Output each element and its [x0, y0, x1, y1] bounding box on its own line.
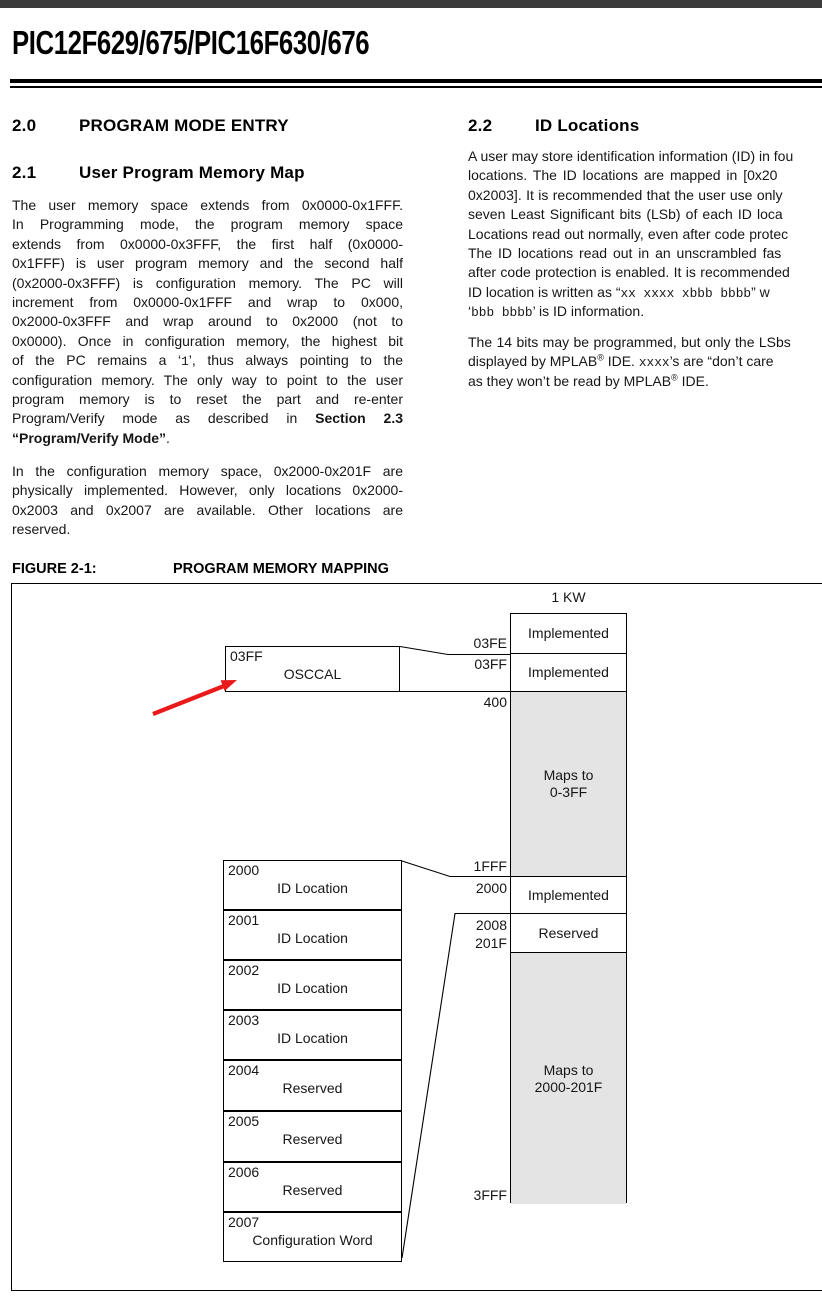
memory-box-2003: 2003 ID Location — [223, 1010, 402, 1060]
text-line: increment from 0x0000-0x1FFF and wrap to 0x000, — [12, 293, 403, 310]
text-line: Locations read out normally, even after code protec — [468, 225, 789, 242]
address-label-03ff: 03FF — [474, 656, 507, 672]
text-line: of the PC remains a ‘1’, thus always pointing to the — [12, 352, 403, 370]
section-heading: 2.1 User Program Memory Map — [12, 163, 305, 182]
memory-region-reserved: Reserved — [511, 914, 626, 953]
memory-region-implemented: Implemented — [511, 614, 626, 654]
text-line: reserved. — [12, 521, 71, 538]
memory-box-2005: 2005 Reserved — [223, 1111, 402, 1162]
figure-top-label: 1 KW — [551, 589, 586, 605]
text-line: 0x0000). Once in configuration memory, the highest bit — [12, 332, 403, 349]
page-title: PIC12F629/675/PIC16F630/676 — [12, 24, 370, 61]
text-line: The ID locations read out in an unscrambled fas — [468, 244, 782, 261]
page-top-bar — [0, 0, 822, 8]
paragraph — [468, 147, 822, 322]
text-line: physically implemented. However, only locations 0x2000- — [12, 482, 403, 499]
text-line: 0x2003]. It is recommended that the user use only — [468, 186, 783, 203]
text-line: “Program/Verify Mode”. — [12, 429, 170, 446]
text-line: 0x2000-0x3FFF and wrap around to 0x2000 (not to — [12, 313, 403, 330]
address-label-03fe: 03FE — [473, 635, 507, 651]
address-label-2008: 2008 — [475, 917, 507, 933]
text-line: A user may store identification information (ID) in fou — [468, 148, 794, 164]
text-line: program memory is to reset the part and re-enter — [12, 390, 403, 407]
text-line: ‘bbb bbbb’ is ID information. — [468, 303, 645, 321]
text-line: 0x2003 and 0x2007 are available. Other locations are — [12, 501, 403, 518]
header-rule-thick — [10, 79, 822, 83]
memory-region-maps-to: Maps to 0-3FF — [511, 692, 626, 877]
header-rule-thin — [10, 86, 822, 88]
text-line: extends from 0x0000-0x3FFF, the first half (0x0000- — [12, 235, 403, 252]
text-line: The 14 bits may be programmed, but only the LSbs — [468, 334, 791, 350]
text-line: seven Least Significant bits (LSb) of each ID loca — [468, 206, 783, 223]
memory-region-maps-to: Maps to 2000-201F — [511, 953, 626, 1204]
memory-box-03ff: 03FF OSCCAL — [225, 646, 400, 692]
address-label-2000: 2000 — [475, 880, 507, 896]
text-line: displayed by MPLAB® IDE. xxxx’s are “don’t care — [468, 352, 774, 371]
memory-box-2002: 2002 ID Location — [223, 960, 402, 1010]
section-heading: 2.0 PROGRAM MODE ENTRY — [12, 116, 289, 135]
text-line: after code protection is enabled. It is recommended — [468, 264, 790, 281]
figure-caption-title: PROGRAM MEMORY MAPPING — [173, 561, 389, 577]
section-heading: 2.2 ID Locations — [468, 116, 640, 135]
paragraph — [12, 462, 403, 540]
memory-region-implemented: Implemented — [511, 654, 626, 692]
paragraph — [12, 196, 403, 448]
memory-box-2007: 2007 Configuration Word — [223, 1212, 402, 1262]
address-label-400: 400 — [483, 694, 507, 710]
figure-caption-label: FIGURE 2-1: — [12, 561, 97, 577]
address-label-1fff: 1FFF — [473, 858, 507, 874]
text-line: 0x1FFF) is user program memory and the second half — [12, 255, 403, 272]
address-label-3fff: 3FFF — [473, 1187, 507, 1203]
text-line: ID location is written as “xx xxxx xbbb bbbb” w — [468, 283, 770, 301]
memory-box-2004: 2004 Reserved — [223, 1060, 402, 1111]
text-line: The user memory space extends from 0x0000-0x1FFF. — [12, 197, 403, 213]
text-line: as they won’t be read by MPLAB® IDE. — [468, 372, 709, 389]
memory-map-right-column — [510, 613, 627, 1203]
address-label-201f: 201F — [475, 935, 507, 951]
text-line: In the configuration memory space, 0x2000-0x201F are — [12, 463, 403, 479]
paragraph — [468, 333, 822, 391]
memory-box-2006: 2006 Reserved — [223, 1162, 402, 1212]
text-line: In Programming mode, the program memory space — [12, 216, 403, 233]
memory-box-2000: 2000 ID Location — [223, 860, 402, 910]
memory-box-2001: 2001 ID Location — [223, 910, 402, 960]
text-line: (0x2000-0x3FFF) is configuration memory. The PC will — [12, 274, 403, 291]
memory-region-implemented: Implemented — [511, 877, 626, 914]
text-line: Program/Verify mode as described in Section 2.3 — [12, 410, 403, 427]
text-line: configuration memory. The only way to point to the user — [12, 371, 403, 388]
text-line: locations. The ID locations are mapped in [0x20 — [468, 167, 778, 184]
